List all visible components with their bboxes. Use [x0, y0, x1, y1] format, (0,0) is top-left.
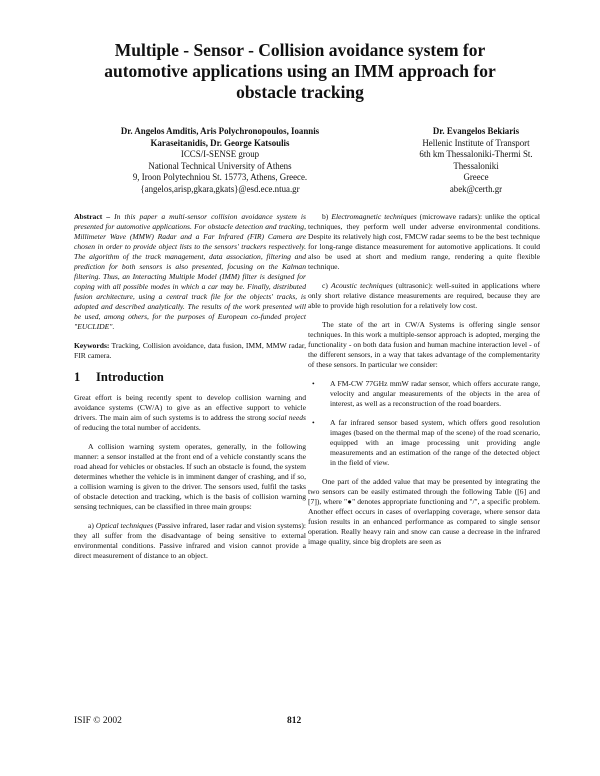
intro-paragraph-1: Great effort is being recently spent to develop collision warning and avoidance systems (CW/A) to give as an effective support to vehicle drivers. The main aim of such systems is to address the strong social needs of reducing the total number of accidents.: [74, 393, 307, 432]
author-block-right: [396, 126, 556, 196]
abstract: [74, 212, 306, 332]
keywords: [74, 341, 306, 361]
footer-copyright: ISIF © 2002: [74, 716, 122, 726]
author-country: Greece: [463, 172, 489, 183]
emphasis: Optical techniques: [95, 521, 154, 530]
author-emails: {angelos,arisp,gkara,gkats}@esd.ece.ntua.gr: [140, 183, 300, 194]
bullet-icon: •: [312, 418, 315, 427]
paper-title: [60, 40, 540, 103]
list-item: • A far infrared sensor based system, which offers good resolution images (based on the thermal map of the scene) of the road scenario, equipped with an image processing unit providing angle measurements and an estimation of the range of the detected object in the field of view.: [312, 418, 540, 467]
emphasis: Electromagnetic techniques: [331, 212, 417, 221]
bullet-icon: •: [312, 379, 315, 388]
abstract-label: Abstract –: [74, 212, 111, 221]
keywords-label: Keywords:: [74, 341, 110, 350]
title-line: Multiple - Sensor - Collision avoidance system for: [114, 40, 486, 60]
keywords-text: Tracking, Collision avoidance, data fusion, IMM, MMW radar, FIR camera.: [74, 341, 306, 360]
right-paragraph-2: c) Acoustic techniques (ultrasonic): well-suited in applications where only short relative distance measurements are required, because they are able to provide high resolution for a relatively low cost.: [308, 281, 540, 310]
author-city: Thessaloniki: [453, 160, 499, 171]
author-names: Karaseitanidis, Dr. George Katsoulis: [150, 137, 290, 148]
title-line: obstacle tracking: [236, 82, 364, 102]
right-paragraph-3: The state of the art in CW/A Systems is offering single sensor techniques. In this work a multiple-sensor approach is adopted, merging the functionality - on both data fusion and human machine interaction level - of the different sensors, in a way that takes advantage of the complementarity of these sensors. In particular we consider:: [308, 320, 540, 369]
author-institution: National Technical University of Athens: [148, 160, 292, 171]
author-institution: Hellenic Institute of Transport: [422, 137, 530, 148]
sensor-list: [308, 379, 540, 468]
section-number: 1: [74, 370, 81, 384]
emphasis: social needs: [268, 413, 307, 422]
right-column: [308, 212, 540, 556]
left-column: [74, 212, 306, 570]
emphasis: Acoustic techniques: [330, 281, 393, 290]
author-email: abek@certh.gr: [449, 183, 503, 194]
intro-paragraph-2: A collision warning system operates, generally, in the following manner: a sensor installed at the front end of a vehicle constantly scans the road ahead for vehicles or obstacles. If such an obstacle is found, the system determines whether the vehicle is in imminent danger of crashing, and if so, a collision warning is given to the driver. The sensors used, fulfil the tasks of obstacle detection and tracking, which is the basis of collision warning sensing techniques, can be classified in three main groups:: [74, 442, 306, 511]
right-paragraph-1: b) Electromagnetic techniques (microwave radars): unlike the optical techniques, they perform well under adverse environmental conditions. Despite its relatively high cost, FMCW radar seems to be the best technique for long-range distance measurement for automotive applications. It could also be used at short and medium range, rendering a quite flexible technique.: [308, 212, 540, 271]
author-names: Dr. Angelos Amditis, Aris Polychronopoulos, Ioannis: [120, 126, 320, 136]
title-line: automotive applications using an IMM approach for: [104, 61, 496, 81]
section-heading: [74, 370, 306, 384]
right-paragraph-4: One part of the added value that may be presented by integrating the two sensors can be easily estimated through the following Table ([6] and [7]), where "●" denotes appropriate functioning and "/", a specific problem. Another effect occurs in cases of overlapping coverage, where sensor data fusion results in an enhanced performance as compared to single sensor operation. Really heavy rain and snow can cause a decrease in the infrared image quality, since big droplets are seen as: [308, 477, 540, 546]
author-names: Dr. Evangelos Bekiaris: [432, 126, 520, 136]
list-item: • A FM-CW 77GHz mmW radar sensor, which offers accurate range, velocity and angular measurements of the objects in the area of interest, as well as a reconstruction of the road boarders.: [312, 379, 540, 408]
author-block-left: [72, 126, 368, 196]
section-title: Introduction: [96, 370, 164, 384]
page-number: 812: [287, 716, 302, 726]
abstract-text: In this paper a multi-sensor collision avoidance system is presented for automotive applications. For obstacle detection and tracking, Millimeter Wave (MMW) Radar and a Far Infrared (FIR) Camera are chosen in order to provide object lists to the sensors' trackers respectively. The algorithm of the track management, data association, filtering and prediction for both sensors is also presented, focusing on the Kalman filtering. Thus, an Interacting Multiple Model (IMM) filter is designed for coping with all possible modes in which a car may be. Finally, distributed fusion architecture, using a central track file for the objects' tracks, is adopted and described analytically. The results of the work presented will be used, among others, for the purposes of European co-funded project "EUCLIDE".: [74, 212, 306, 331]
author-group: ICCS/I-SENSE group: [180, 149, 260, 160]
intro-paragraph-3: a) Optical techniques (Passive infrared, laser radar and vision systems): they all suffer from the disadvantage of being sensitive to external environmental conditions. Passive infrared and vision cannot provide a direct measurement of distance to an object.: [74, 521, 306, 560]
author-address: 6th km Thessaloniki-Thermi St.: [419, 149, 533, 160]
author-address: 9, Iroon Polytechniou St. 15773, Athens, Greece.: [132, 172, 308, 183]
